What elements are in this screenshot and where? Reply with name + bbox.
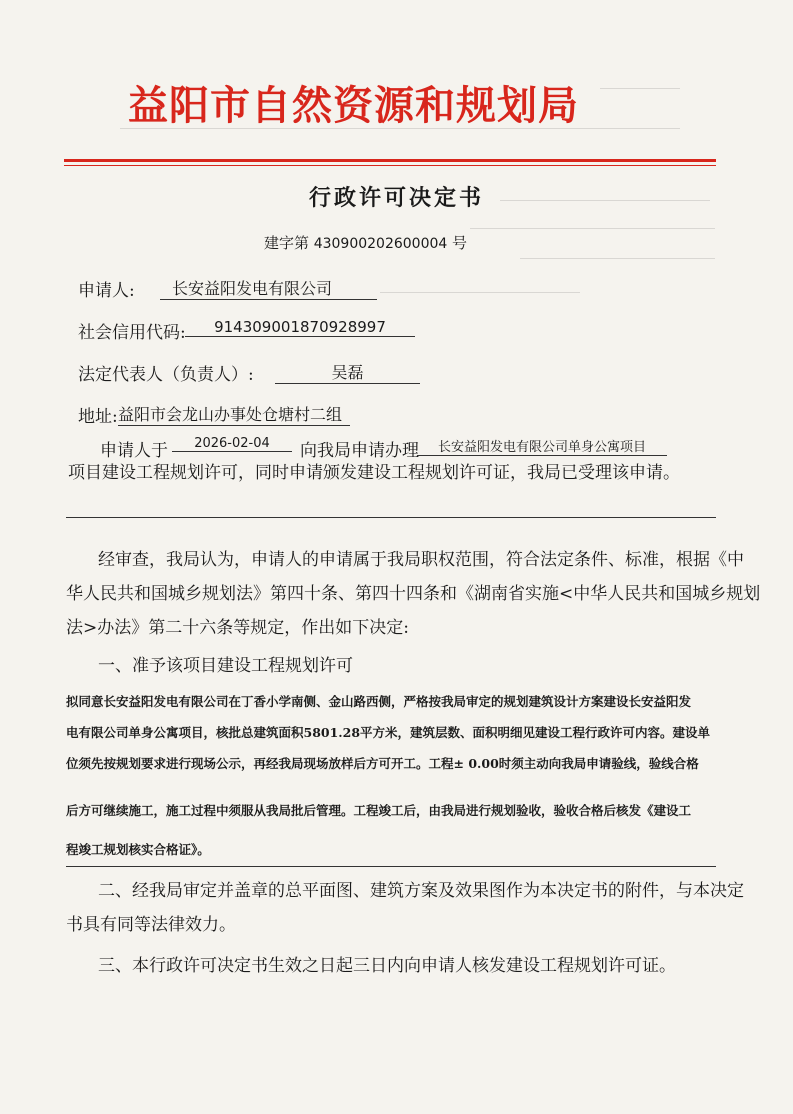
address-label: 地址:	[78, 407, 118, 427]
application-line2: 项目建设工程规划许可，同时申请颁发建设工程规划许可证，我局已受理该申请。	[68, 463, 680, 483]
decision-item-1-title: 一、准予该项目建设工程规划许可	[98, 656, 353, 676]
decision-item-1-line: 后方可继续施工，施工过程中须服从我局批后管理。工程竣工后，由我局进行规划验收，验收合格后核发《建设工	[66, 803, 692, 818]
number-value: 430900202600004	[313, 236, 448, 252]
credit-code-value: 914309001870928997	[185, 318, 415, 337]
document-number	[264, 232, 467, 253]
decision-item-3: 三、本行政许可决定书生效之日起三日内向申请人核发建设工程规划许可证。	[98, 956, 676, 976]
document-title: 行政许可决定书	[308, 185, 484, 211]
agency-letterhead: 益阳市自然资源和规划局	[128, 83, 579, 129]
section-divider	[66, 517, 716, 518]
credit-code-label: 社会信用代码:	[78, 323, 186, 343]
number-prefix: 建字第	[264, 234, 310, 252]
legal-rep-label: 法定代表人（负责人）:	[78, 365, 254, 385]
review-line: 经审查，我局认为，申请人的申请属于我局职权范围，符合法定条件、标准，根据《中	[98, 550, 744, 570]
application-intro: 申请人于	[100, 441, 168, 461]
decision-item-2-line: 二、经我局审定并盖章的总平面图、建筑方案及效果图作为本决定书的附件，与本决定	[98, 881, 744, 901]
bleed-through-texture	[470, 228, 715, 237]
applicant-label: 申请人:	[78, 281, 135, 301]
decision-item-1-line: 程竣工规划核实合格证》。	[66, 842, 210, 857]
letterhead-rule-thick	[64, 159, 716, 162]
bleed-through-texture	[380, 292, 580, 301]
bleed-through-texture	[520, 258, 715, 267]
decision-item-1-line: 位须先按规划要求进行现场公示，再经我局现场放样后方可开工。工程± 0.00时须主动向我局申请验线，验线合格	[66, 756, 699, 771]
application-project: 长安益阳发电有限公司单身公寓项目	[417, 436, 667, 456]
letterhead-rule-thin	[64, 165, 716, 166]
applicant-value: 长安益阳发电有限公司	[160, 276, 377, 300]
bleed-through-texture	[600, 88, 680, 99]
application-mid: 向我局申请办理	[300, 441, 419, 461]
review-line: 华人民共和国城乡规划法》第四十条、第四十四条和《湖南省实施<中华人民共和国城乡规划	[66, 584, 761, 604]
address-value: 益阳市会龙山办事处仓塘村二组	[118, 402, 350, 426]
decision-item-2-line: 书具有同等法律效力。	[66, 915, 236, 935]
review-line: 法>办法》第二十六条等规定，作出如下决定:	[66, 618, 409, 638]
legal-rep-value: 吴磊	[275, 360, 420, 384]
decision-item-1-line: 拟同意长安益阳发电有限公司在丁香小学南侧、金山路西侧，严格按我局审定的规划建筑设计方案建设长安益阳发	[66, 694, 692, 709]
application-date: 2026-02-04	[172, 436, 292, 452]
number-suffix: 号	[452, 234, 468, 252]
section-divider	[66, 866, 716, 867]
decision-item-1-line: 电有限公司单身公寓项目，核批总建筑面积5801.28平方米，建筑层数、面积明细见建设工程行政许可内容。建设单	[66, 725, 711, 740]
